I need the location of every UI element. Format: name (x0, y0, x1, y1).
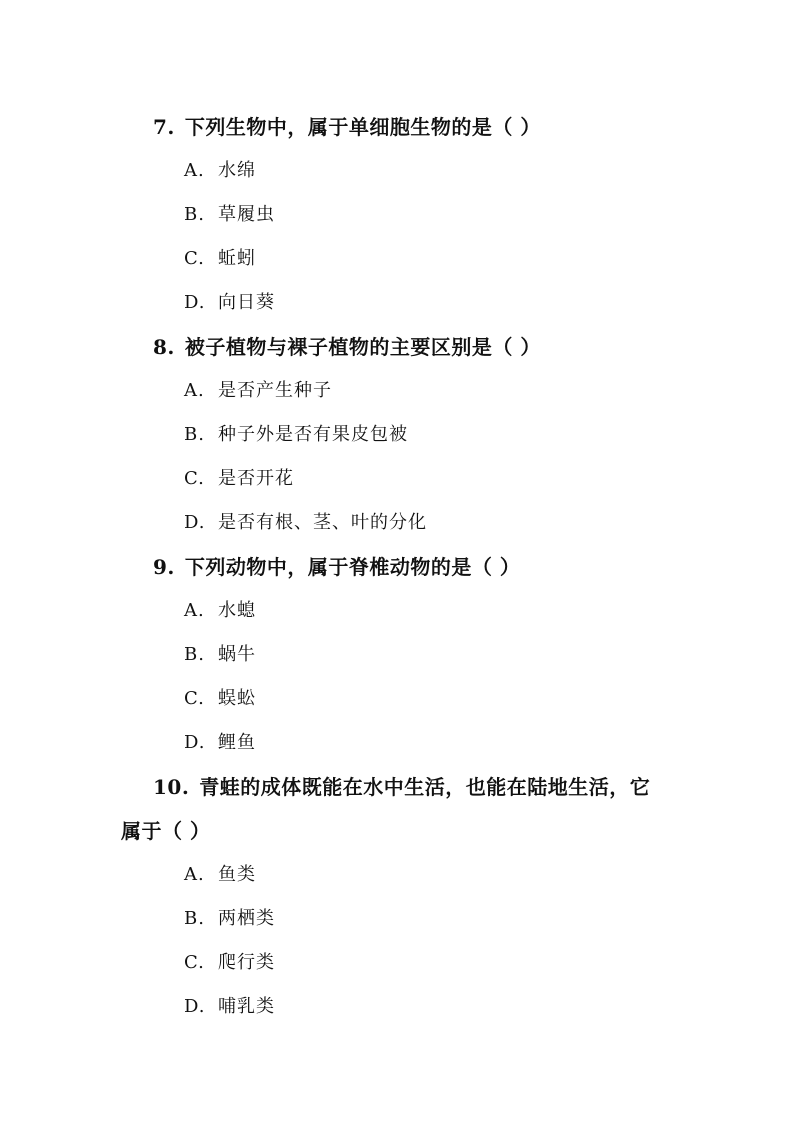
option-text: 水绵 (218, 160, 256, 181)
option-letter: A. (184, 380, 205, 401)
question-10-option-c (184, 941, 275, 985)
question-9-option-d (184, 721, 256, 765)
question-7-option-b (184, 193, 275, 237)
option-letter: A. (184, 600, 205, 621)
question-number: 9. (153, 555, 175, 579)
option-text: 种子外是否有果皮包被 (218, 424, 408, 445)
option-letter: C. (184, 688, 205, 709)
option-text: 两栖类 (218, 908, 275, 929)
question-text: 青蛙的成体既能在水中生活，也能在陆地生活，它 (199, 775, 651, 799)
option-letter: A. (184, 864, 205, 885)
question-7-stem (153, 105, 541, 149)
question-number: 10. (153, 775, 190, 799)
option-text: 是否产生种子 (218, 380, 332, 401)
option-text: 水螅 (218, 600, 256, 621)
question-9-option-b (184, 633, 256, 677)
question-9-option-c (184, 677, 256, 721)
option-text: 是否开花 (218, 468, 294, 489)
option-text: 蜈蚣 (218, 688, 256, 709)
question-8-option-d (184, 501, 427, 545)
question-10-stem (153, 765, 650, 809)
option-letter: A. (184, 160, 205, 181)
question-10-option-d (184, 985, 275, 1029)
option-letter: C. (184, 248, 205, 269)
question-10-option-a (184, 853, 256, 897)
option-letter: D. (184, 512, 206, 533)
option-letter: B. (184, 644, 205, 665)
question-7-option-c (184, 237, 256, 281)
question-8-stem (153, 325, 541, 369)
question-8-option-a (184, 369, 332, 413)
option-letter: B. (184, 908, 205, 929)
question-8-option-b (184, 413, 408, 457)
option-letter: B. (184, 424, 205, 445)
option-letter: D. (184, 732, 206, 753)
option-text: 向日葵 (218, 292, 275, 313)
option-letter: B. (184, 204, 205, 225)
option-text: 鲤鱼 (218, 732, 256, 753)
question-7-option-a (184, 149, 256, 193)
option-text: 蚯蚓 (218, 248, 256, 269)
question-9-stem (153, 545, 520, 589)
question-9-option-a (184, 589, 256, 633)
option-letter: D. (184, 292, 206, 313)
option-letter: D. (184, 996, 206, 1017)
question-7-option-d (184, 281, 275, 325)
option-text: 草履虫 (218, 204, 275, 225)
question-10-stem-continuation: 属于（ ） (121, 819, 211, 843)
question-number: 7. (153, 115, 175, 139)
option-text: 鱼类 (218, 864, 256, 885)
question-10-option-b (184, 897, 275, 941)
option-text: 是否有根、茎、叶的分化 (218, 512, 427, 533)
question-text: 被子植物与裸子植物的主要区别是（ ） (184, 335, 541, 359)
option-letter: C. (184, 952, 205, 973)
option-text: 爬行类 (218, 952, 275, 973)
question-text: 下列生物中，属于单细胞生物的是（ ） (184, 115, 541, 139)
option-text: 蜗牛 (218, 644, 256, 665)
option-letter: C. (184, 468, 205, 489)
question-8-option-c (184, 457, 294, 501)
question-text: 下列动物中，属于脊椎动物的是（ ） (184, 555, 521, 579)
option-text: 哺乳类 (218, 996, 275, 1017)
question-number: 8. (153, 335, 175, 359)
